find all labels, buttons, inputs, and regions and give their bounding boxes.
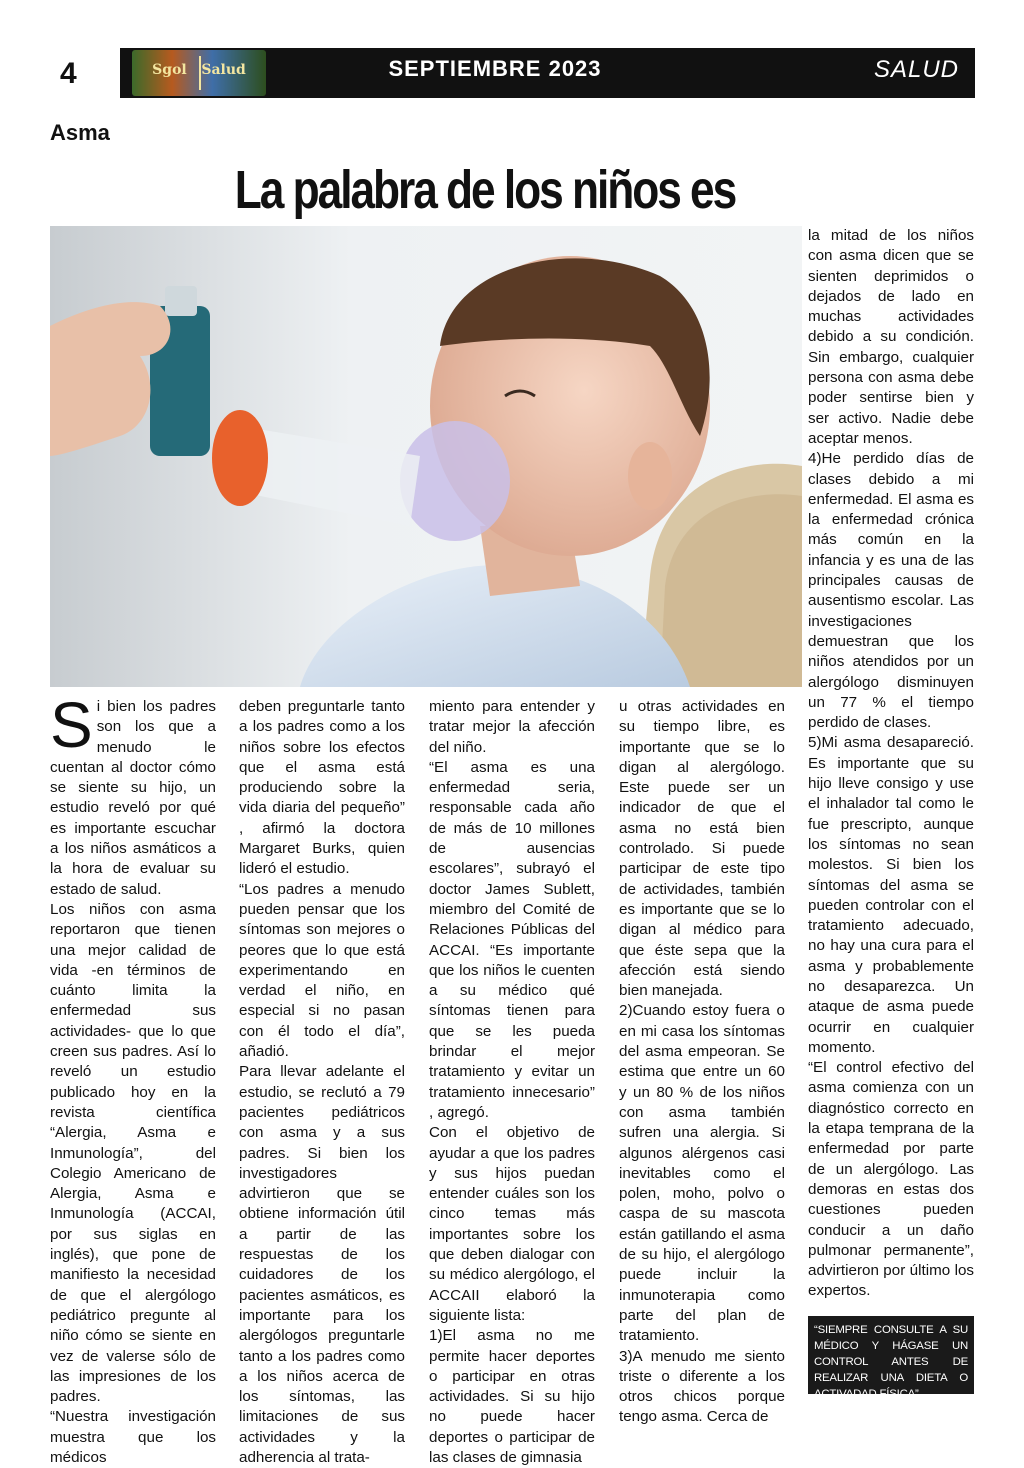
drop-cap: S	[50, 689, 93, 761]
logo-right: Salud	[201, 62, 246, 78]
logo-text	[132, 62, 266, 78]
paragraph: 4)He perdido días de clases debido a mi enfermedad. El asma es la enfermedad crónica más común en la infancia y es una de las principales causas de ausentismo escolar. Las investigaciones demuestran que los niños atendidos por un alergólogo disminuyen un 77 % el tiempo perdido de clases.	[808, 450, 974, 732]
article-kicker: Asma	[50, 120, 110, 145]
article-column-4	[619, 697, 785, 1428]
paragraph: 1)El asma no me permite hacer deportes o participar en otras actividades. Si su hijo no puede hacer deportes o participar de las clases de gimnasia	[429, 1327, 595, 1466]
paragraph: 3)A menudo me siento triste o diferente a los otros chicos porque tengo asma. Cerca de	[619, 1347, 785, 1426]
paragraph: Para llevar adelante el estudio, se reclutó a 79 pacientes pediátricos con asma y a sus padres. Si bien los investigadores advirtieron que se obtiene información útil a partir de las respuestas de los cuidadores de los pacientes asmáticos, es importante para los alergólogos preguntarle tanto a los padres como a los niños acerca de los síntomas, las limitaciones de sus actividades y la adherencia al trata-	[239, 1063, 405, 1466]
article-headline: La palabra de los niños es	[234, 160, 736, 220]
paragraph: “Nuestra investigación muestra que los médicos	[50, 1408, 216, 1466]
logo-left: Sgol	[152, 62, 187, 78]
paragraph-text: i bien los padres son los que a menudo le cuentan al doctor cómo se siente su hijo, un estudio reveló por qué es importante escuchar a los niños asmáticos a la hora de evaluar su estado de salud.	[50, 698, 216, 898]
page-number: 4	[50, 48, 120, 98]
article-column-5	[808, 226, 974, 1302]
page-header	[50, 48, 975, 98]
paragraph	[50, 689, 216, 900]
paragraph: 5)Mi asma desapareció. Es importante que su hijo lleve consigo y use el inhalador tal como le fue prescripto, aunque los síntomas no sean molestos. Si bien los síntomas del asma se pueden controlar con el tratamiento adecuado, no hay una cura para el asma y probablemente no desaparezca. Un ataque de asma puede ocurrir en cualquier momento.	[808, 734, 974, 1056]
paragraph: “El control efectivo del asma comienza con un diagnóstico correcto en la etapa temprana de la enfermedad por parte de un alergólogo. Las demoras en estas dos cuestiones pueden conducir a un daño pulmonar permanente”, advirtieron por último los expertos.	[808, 1059, 974, 1300]
paragraph: u otras actividades en su tiempo libre, es importante que se lo digan al alergólogo. Este puede ser un indicador de que el asma no está bien controlado. Si puede participar de este tipo de actividades, también es importante que se lo digan al médico para que éste sepa que la afección está siendo bien manejada.	[619, 698, 785, 1000]
publication-logo	[132, 50, 266, 96]
article-column-1	[50, 689, 216, 1468]
paragraph: miento para entender y tratar mejor la afección del niño.	[429, 698, 595, 756]
paragraph: Con el objetivo de ayudar a que los padres y sus hijos puedan entender cuáles son los cinco temas más importantes sobre los que deben dialogar con su médico alergólogo, el ACCAII elaboró la siguiente lista:	[429, 1124, 595, 1324]
paragraph: Los niños con asma reportaron que tienen una mejor calidad de vida -en términos de cuánto limita la enfermedad sus actividades- que lo que creen sus padres. Así lo reveló un estudio publicado hoy en la revista científica “Alergia, Asma e Inmunología”, del Colegio Americano de Alergia, Asma e Inmunología (ACCAI, por sus siglas en inglés), que pone de manifiesto la necesidad de que el alergólogo pediátrico pregunte al niño cómo se siente en vez de valerse sólo de las impresiones de los padres.	[50, 900, 216, 1406]
advisory-box: “SIEMPRE CONSULTE A SU MÉDICO Y HÁGASE UN CONTROL ANTES DE REALIZAR UNA DIETA O ACTIVADAD FÍSICA”	[808, 1316, 974, 1394]
article-column-2	[239, 697, 405, 1468]
paragraph: “Los padres a menudo pueden pensar que los síntomas son mejores o peores que lo que está experimentando en verdad el niño, en especial si no pasan con él todo el día”, añadió.	[239, 880, 405, 1061]
section-name: SALUD	[873, 56, 959, 83]
paragraph: 2)Cuando estoy fuera o en mi casa los síntomas del asma empeoran. Se estima que entre un 60 y un 80 % de los niños con asma también sufren una alergia. Si algunos alérgenos casi inevitables como el polen, moho, polvo o caspa de su mascota están gatillando el asma de su hijo, el alergólogo puede incluir la inmunoterapia como parte del plan de tratamiento.	[619, 1002, 785, 1345]
paragraph: “El asma es una enfermedad seria, responsable cada año de más de 10 millones de ausencias escolares”, subrayó el doctor James Sublett, miembro del Comité de Relaciones Públicas del ACCAI. “Es importante que los niños le cuenten a su médico qué síntomas tienen para que se les pueda brindar el mejor tratamiento y evitar un tratamiento innecesario” , agregó.	[429, 758, 595, 1121]
child-inhaler-illustration	[50, 226, 802, 687]
paragraph: deben preguntarle tanto a los padres como a los niños sobre los efectos que el asma está produciendo sobre la vida diaria del pequeño” , afirmó la doctora Margaret Burks, quien lideró el estudio.	[239, 698, 405, 878]
paragraph: la mitad de los niños con asma dicen que se sienten deprimidos o dejados de lado en muchas actividades debido a su condición. Sin embargo, cualquier persona con asma debe poder sentirse bien y ser activo. Nadie debe aceptar menos.	[808, 227, 974, 447]
article-photo	[50, 226, 802, 687]
article-column-3	[429, 697, 595, 1468]
issue-date: SEPTIEMBRE 2023	[388, 56, 602, 81]
